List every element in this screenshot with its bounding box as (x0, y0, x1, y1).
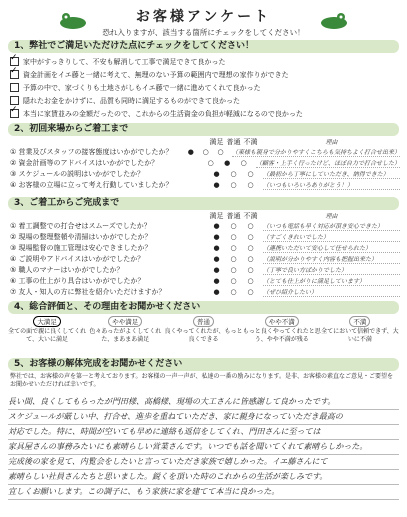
section-header-4: 4、総合評価と、その理由をお聞かせください (8, 301, 399, 314)
checklist-label: 本当に家賃並みの金額だったので、これからの生活資金の負担が軽減になるので良かった (23, 109, 303, 118)
rating-option[interactable]: ● (213, 169, 220, 178)
rating-option[interactable]: ● (213, 276, 220, 285)
evaluation-desc: 全ての面で親に良くしてくれて、大いに満足 (8, 328, 87, 343)
checklist-item[interactable] (10, 81, 400, 94)
question-label: ② 資金計画等のアドバイスはいかがでしたか？ (10, 158, 159, 167)
column-header: 理由 (325, 139, 338, 146)
evaluation-option[interactable] (243, 316, 321, 354)
rating-option[interactable]: ● (213, 243, 220, 252)
rating-option[interactable]: ○ (230, 254, 237, 263)
rating-option[interactable]: ○ (240, 158, 247, 167)
section-header-3: 3、ご着工からご完成まで (8, 197, 399, 210)
rating-option[interactable]: ○ (247, 243, 254, 252)
table-row (10, 275, 400, 286)
rating-option[interactable]: ○ (247, 265, 254, 274)
rating-option[interactable]: ● (213, 232, 220, 241)
column-header: 不満 (243, 138, 258, 146)
reason-text: （説明が分かりやすく内容も把握出来た） (263, 254, 400, 264)
overall-evaluation (8, 316, 399, 354)
table-first-visit (10, 137, 400, 190)
rating-option[interactable]: ○ (230, 265, 237, 274)
reason-text: （丁寧で良い方ばかりでした） (263, 265, 400, 275)
comment-line: 宜しくお願いします。この調子に、もう家族に家を建てて本当に良かった。 (8, 485, 399, 500)
question-label: ③ 現場監督の施工管理は安心できましたか？ (10, 243, 152, 252)
table-row (10, 168, 400, 179)
rating-option[interactable]: ○ (230, 169, 237, 178)
evaluation-option[interactable] (321, 316, 399, 354)
comment-line: 完成後の家を見て、内覧会をしたいと言っていただき家族で嬉しかった。イエ藤さんにて (8, 455, 399, 470)
question-label: ③ スケジュールの説明はいかがでしたか？ (10, 169, 145, 178)
rating-option[interactable]: ○ (247, 254, 254, 263)
reason-text: （最初から丁寧にしていただき、納得できた） (263, 169, 400, 179)
reason-text: （いつも電話も早く対応が頂き安心できた） (263, 221, 400, 231)
handwritten-comment (8, 395, 399, 510)
rating-option[interactable]: ○ (217, 147, 224, 156)
rating-option[interactable]: ○ (247, 276, 254, 285)
rating-option[interactable]: ● (213, 180, 220, 189)
evaluation-label: 不満 (349, 316, 370, 327)
reason-text: （東様も親身で分かりやすくこちらも気持ちよく打合せ出来） (231, 148, 400, 156)
checklist-item[interactable] (10, 55, 400, 68)
rating-option[interactable]: ○ (207, 158, 214, 167)
rating-option[interactable]: ○ (247, 221, 254, 230)
evaluation-desc: 良くやってくれたが、もっと良くできる (164, 328, 243, 343)
rating-option[interactable]: ● (187, 147, 194, 156)
page-subtitle: 恐れ入りますが、該当する箇所にチェックをしてください！ (102, 28, 305, 37)
rating-option[interactable]: ● (213, 287, 220, 296)
question-label: ④ ご説明やアドバイスはいかがでしたか？ (10, 254, 145, 263)
evaluation-desc: 色々あったがよくしてくれた、まあまあ満足 (89, 328, 162, 343)
table-row (10, 157, 400, 168)
rating-option[interactable]: ○ (202, 147, 209, 156)
column-header: 普通 (226, 212, 241, 220)
evaluation-label: 普通 (193, 316, 214, 327)
column-header: 満足 (209, 138, 224, 146)
question-label: ⑥ 工事の仕上がり具合はいかがでしたか？ (10, 276, 145, 285)
reason-text: （ぜひ紹介したい） (263, 287, 400, 297)
rating-option[interactable]: ○ (247, 180, 254, 189)
rating-option[interactable]: ● (213, 221, 220, 230)
checkbox[interactable] (10, 109, 19, 118)
header-spacer (10, 211, 208, 220)
rating-option[interactable]: ○ (230, 232, 237, 241)
checklist-label: 家中がすっきりして、不安も解消して工事で満足できて良かった (23, 57, 226, 66)
rating-option[interactable]: ○ (247, 232, 254, 241)
evaluation-label: やや不満 (265, 316, 299, 327)
rating-option[interactable]: ○ (230, 276, 237, 285)
table-row (10, 179, 400, 190)
question-label: ⑤ 職人のマナーはいかがでしたか？ (10, 265, 124, 274)
question-label: ② 現場の整理整頓や清掃はいかがでしたか？ (10, 232, 152, 241)
comment-line: 対応でした。特に、時間が空いても早めに連絡も返信をしてくれ、門田さんに至っては (8, 425, 399, 440)
section-header-2: 2、初回来場からご着工まで (8, 123, 399, 136)
evaluation-desc: 全てにおいて信頼できず、大いに不満 (321, 328, 399, 343)
rating-option[interactable]: ● (213, 265, 220, 274)
checklist-label: 資金計画をイエ藤と一緒に考えて、無理のない予算の範囲内で理想の家作りができた (23, 70, 289, 79)
comment-line: スケジュールが厳しい中、打合せ、進歩を重ねていただき、家に親身になっていただき最高の (8, 410, 399, 425)
checklist-item[interactable] (10, 68, 400, 81)
table-row (10, 146, 400, 157)
checkbox[interactable] (10, 96, 19, 105)
table-row (10, 242, 400, 253)
table-row (10, 253, 400, 264)
evaluation-option[interactable] (86, 316, 164, 354)
reason-text: （とても仕上がりに満足しています） (263, 276, 400, 286)
evaluation-label: やや満足 (108, 316, 142, 327)
header-spacer (10, 137, 208, 146)
comment-line: 長い間、良くしてもらったが門田様、高橋様、現場の大工さんに皆感謝して良かったです。 (8, 395, 399, 410)
column-header: 理由 (325, 213, 338, 220)
note-text: 弊社では、お客様の声を第一と考えております。お客様の一声一声が、私達の一番の励みになります。是非、お客様の素直なご意見・ご要望をお聞かせいただければ幸いです。 (10, 373, 394, 388)
rating-option[interactable]: ○ (230, 180, 237, 189)
table-row (10, 231, 400, 242)
table-header (10, 137, 400, 146)
table-row (10, 264, 400, 275)
section-header-5: 5、お客様の解体完成をお聞かせください (8, 358, 399, 371)
checklist-item[interactable] (10, 94, 400, 107)
rating-option[interactable]: ○ (230, 243, 237, 252)
section-header-1: 1、弊社でご満足いただけた点にチェックをしてください！ (8, 40, 399, 53)
header (0, 6, 407, 26)
rating-option[interactable]: ○ (230, 287, 237, 296)
rating-option[interactable]: ○ (247, 287, 254, 296)
reason-text: （いつもいろいろありがとう！） (263, 180, 400, 190)
checkbox[interactable] (10, 83, 19, 92)
evaluation-label: 大満足 (33, 316, 61, 327)
column-header: 普通 (226, 138, 241, 146)
evaluation-option[interactable] (164, 316, 242, 354)
reason-text: （連携いただいて安心して任せられた） (263, 243, 400, 253)
question-label: ④ お客様の立場に立って考え行動していましたか？ (10, 180, 173, 189)
table-row (10, 220, 400, 231)
satisfaction-checklist (10, 55, 400, 120)
comment-line: 家具屋さんの事務みたいにも素晴らしい営業さんです。いつでも話を聞いてくれて素晴らしかった。 (8, 440, 399, 455)
checkbox[interactable] (10, 57, 19, 66)
rating-option[interactable]: ○ (230, 221, 237, 230)
table-construction (10, 211, 400, 297)
checklist-label: 予算の中で、家づくりも土地さがしもイエ藤で一緒に進めてくれて良かった (23, 83, 261, 92)
rating-option[interactable]: ● (224, 158, 231, 167)
question-label: ① 着工調整での打合せはスムーズでしたか？ (10, 221, 151, 230)
checklist-item[interactable] (10, 107, 400, 120)
checklist-label: 隠れたお金をかけずに、品質も同時に満足するものができて良かった (23, 96, 240, 105)
column-header: 満足 (209, 212, 224, 220)
table-row (10, 286, 400, 297)
reason-text: （顧客・上手く行ったけど、ほぼ自力で打合せした） (255, 159, 400, 167)
evaluation-desc: もっと良くやってくれたと思う、やや不満が残る (242, 328, 321, 343)
reason-text: （すごくきれいでした） (263, 232, 400, 242)
question-label: ① 営業及びスタッフの接客態度はいかがでしたか？ (10, 147, 173, 156)
checkbox[interactable] (10, 70, 19, 79)
evaluation-option[interactable] (8, 316, 86, 354)
question-label: ⑦ 友人・知人の方に弊社を紹介いただけますか？ (10, 287, 166, 296)
comment-line: 素晴らしい社員さんたちと思いました。鋭くを頂いた時のこれからの生活が楽しみです。 (8, 470, 399, 485)
page-title: お客様アンケート (135, 9, 272, 25)
rating-option[interactable]: ● (213, 254, 220, 263)
column-header: 不満 (243, 212, 258, 220)
table-header (10, 211, 400, 220)
rating-option[interactable]: ○ (247, 169, 254, 178)
